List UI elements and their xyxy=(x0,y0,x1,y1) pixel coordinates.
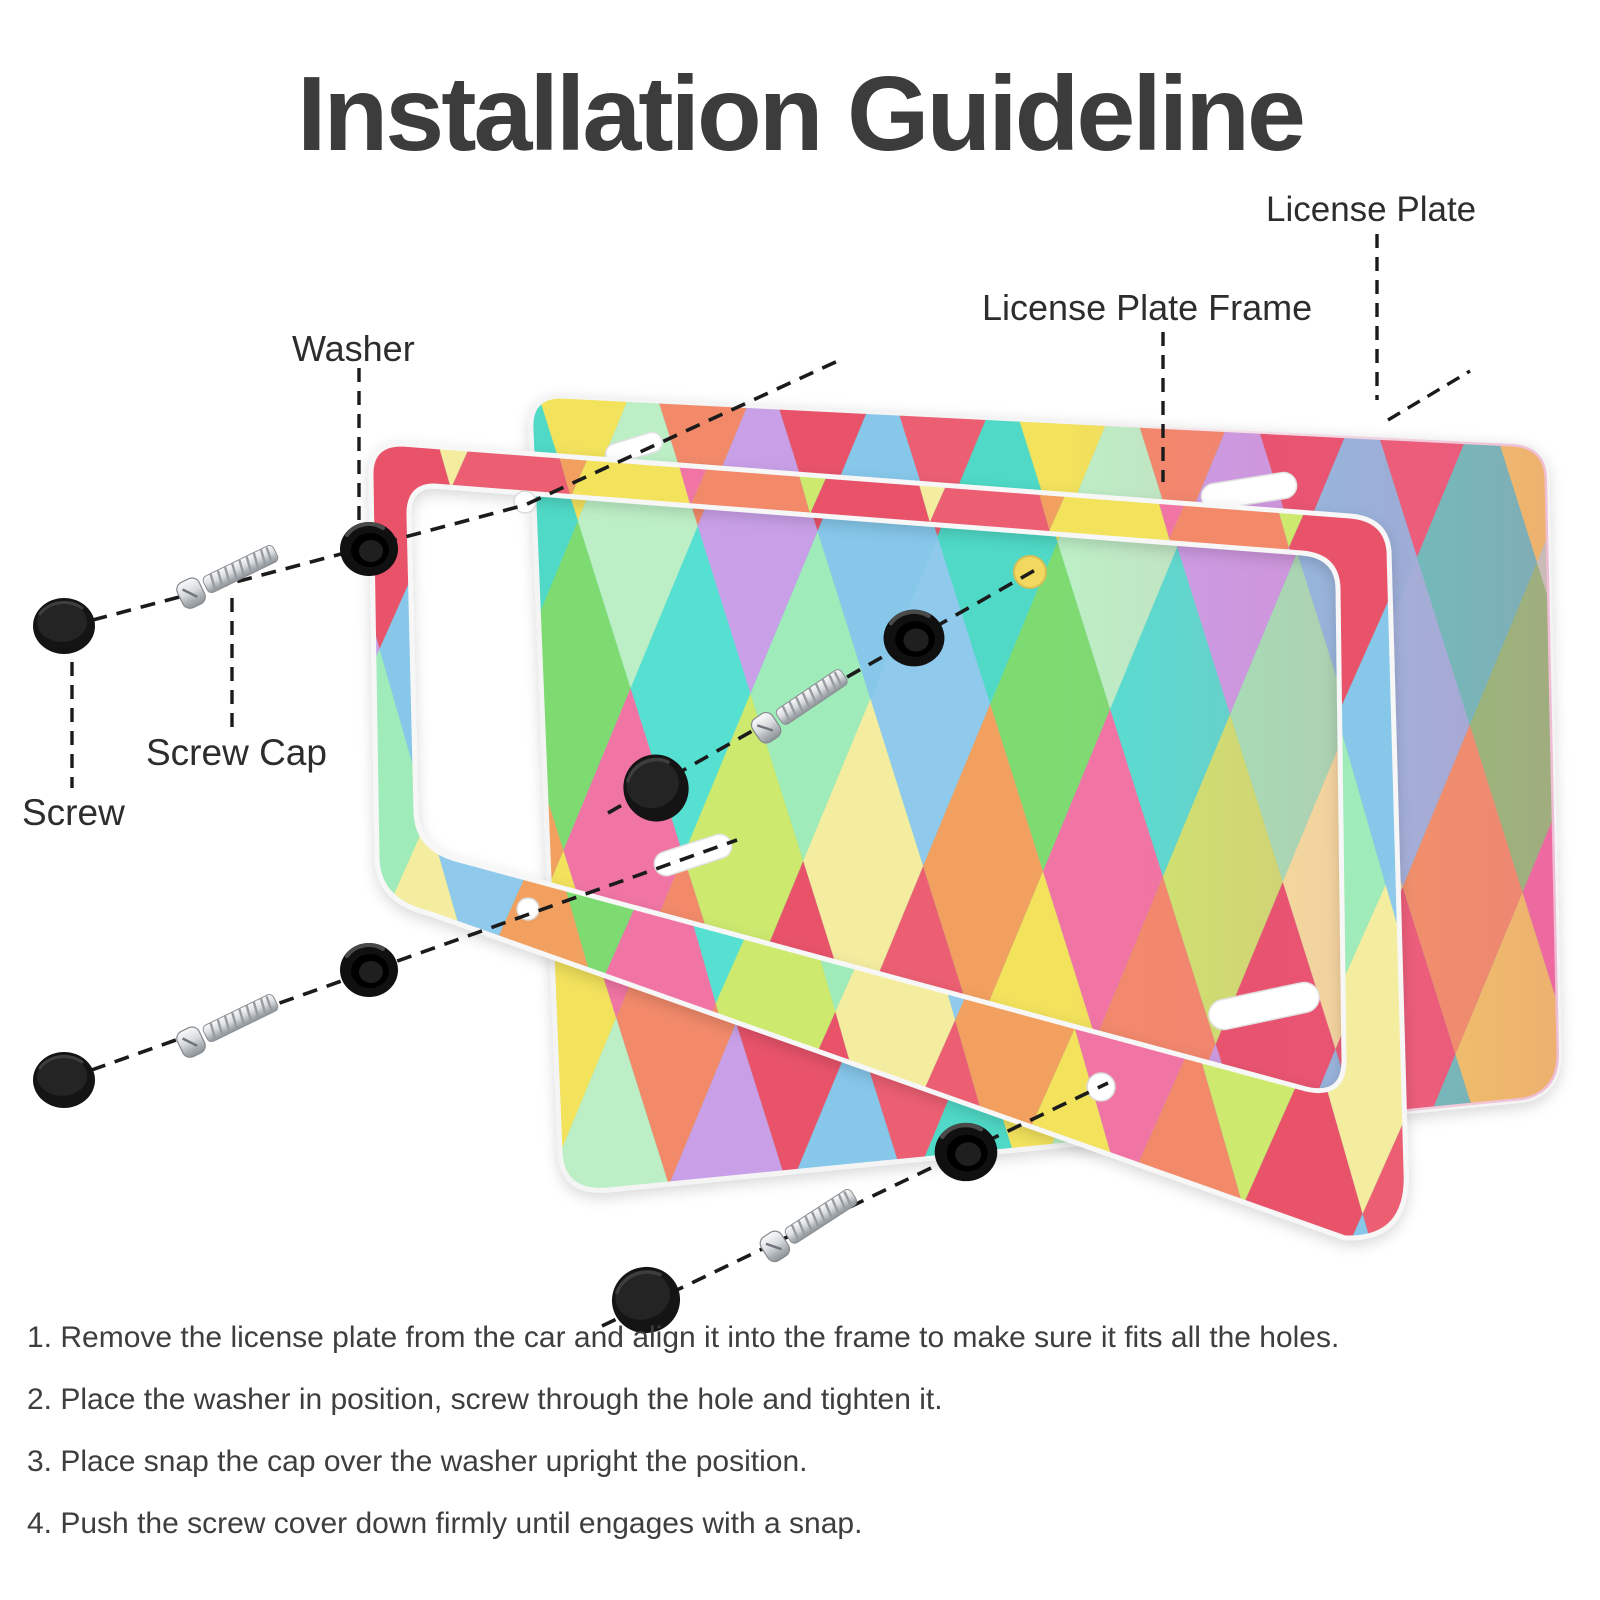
washer-icon xyxy=(340,522,398,576)
screw-icon xyxy=(757,1183,861,1264)
washer-icon xyxy=(884,610,945,667)
screw-icon xyxy=(174,988,282,1060)
screw-label: Screw xyxy=(22,792,125,833)
screw-cap-label: Screw Cap xyxy=(146,732,327,773)
instruction-step-1: 1. Remove the license plate from the car and align it into the frame to make sure it fits all the holes. xyxy=(27,1321,1340,1354)
washer-icon xyxy=(935,1123,998,1181)
screw-cover-cap-icon xyxy=(33,1052,95,1108)
plate-corner-leader-line xyxy=(1388,371,1470,420)
license-plate-frame-label: License Plate Frame xyxy=(982,287,1313,328)
instruction-step-3: 3. Place snap the cap over the washer upright the position. xyxy=(27,1445,808,1478)
screw-cover-cap-icon xyxy=(33,598,95,654)
washer-label: Washer xyxy=(292,328,415,369)
instruction-step-2: 2. Place the washer in position, screw through the hole and tighten it. xyxy=(27,1383,943,1416)
instruction-list xyxy=(27,1320,1587,1568)
instruction-step-4: 4. Push the screw cover down firmly until engages with a snap. xyxy=(27,1507,863,1540)
washer-icon xyxy=(340,943,398,997)
license-plate-label: License Plate xyxy=(1266,190,1477,229)
page-title: Installation Guideline xyxy=(297,55,1303,173)
